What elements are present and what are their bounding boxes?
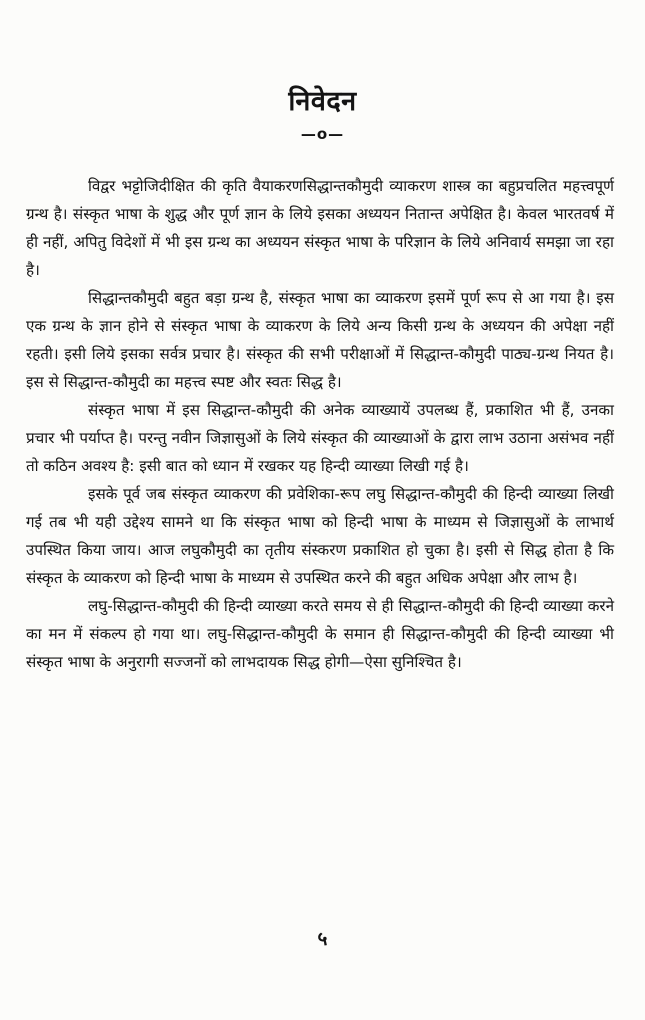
- paragraph-1: विद्वर भट्टोजिदीक्षित की कृति वैयाकरणसिद्धान्तकौमुदी व्याकरण शास्त्र का बहुप्रचलित महत्त्वपूर्ण ग्रन्थ है। संस्कृत भाषा के शुद्ध और पूर्ण ज्ञान के लिये इसका अध्ययन नितान्त अपेक्षित है। केवल भारतवर्ष में ही नहीं, अपितु विदेशों में भी इस ग्रन्थ का अध्ययन संस्कृत भाषा के परिज्ञान के लिये अनिवार्य समझा जा रहा है।: [26, 177, 614, 279]
- paragraph-5: लघु-सिद्धान्त-कौमुदी की हिन्दी व्याख्या करते समय से ही सिद्धान्त-कौमुदी की हिन्दी व्याख्या करने का मन में संकल्प हो गया था। लघु-सिद्धान्त-कौमुदी के समान ही सिद्धान्त-कौमुदी की हिन्दी व्याख्या भी संस्कृत भाषा के अनुरागी सज्जनों को लाभदायक सिद्ध होगी—ऐसा सुनिश्चित है।: [26, 597, 614, 671]
- paragraph-2: सिद्धान्तकौमुदी बहुत बड़ा ग्रन्थ है, संस्कृत भाषा का व्याकरण इसमें पूर्ण रूप से आ गया है। इस एक ग्रन्थ के ज्ञान होने से संस्कृत भाषा के व्याकरण के लिये अन्य किसी ग्रन्थ के अध्ययन की अपेक्षा नहीं रहती। इसी लिये इसका सर्वत्र प्रचार है। संस्कृत की सभी परीक्षाओं में सिद्धान्त-कौमुदी पाठ्य-ग्रन्थ नियत है। इस से सिद्धान्त-कौमुदी का महत्त्व स्पष्ट और स्वतः सिद्ध है।: [26, 289, 614, 391]
- paragraph-4: इसके पूर्व जब संस्कृत व्याकरण की प्रवेशिका-रूप लघु सिद्धान्त-कौमुदी की हिन्दी व्याख्या लिखी गई तब भी यही उद्देश्य सामने था कि संस्कृत भाषा को हिन्दी भाषा के माध्यम से जिज्ञासुओं के लाभार्थ उपस्थित किया जाय। आज लघुकौमुदी का तृतीय संस्करण प्रकाशित हो चुका है। इसी से सिद्ध होता है कि संस्कृत के व्याकरण को हिन्दी भाषा के माध्यम से उपस्थित करने की बहुत अधिक अपेक्षा और लाभ है।: [26, 485, 614, 587]
- title-divider: —o—: [300, 125, 345, 143]
- paragraph-3: संस्कृत भाषा में इस सिद्धान्त-कौमुदी की अनेक व्याख्यायें उपलब्ध हैं, प्रकाशित भी हैं, उनका प्रचार भी पर्याप्त है। परन्तु नवीन जिज्ञासुओं के लिये संस्कृत की व्याख्याओं के द्वारा लाभ उठाना असंभव नहीं तो कठिन अवश्य है: इसी बात को ध्यान में रखकर यह हिन्दी व्याख्या लिखी गई है।: [26, 401, 614, 475]
- page-number: ५: [317, 928, 328, 950]
- body-text: [26, 172, 614, 676]
- page-title: निवेदन: [288, 86, 357, 117]
